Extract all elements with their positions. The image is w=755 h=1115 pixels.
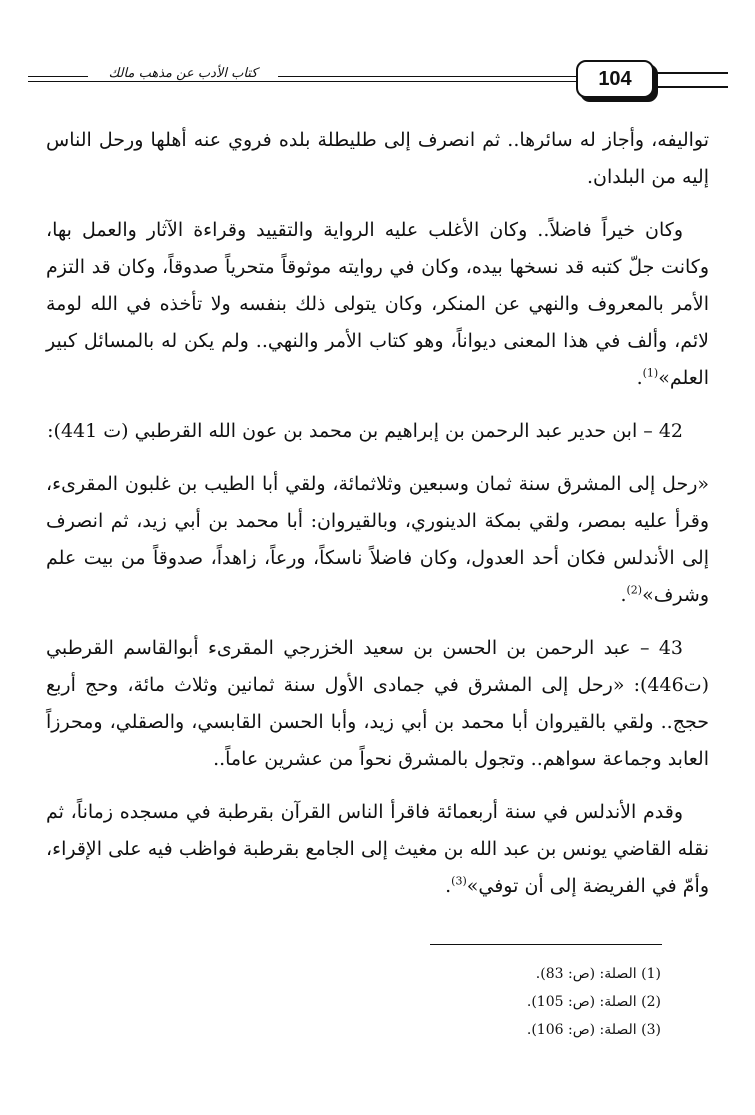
paragraph-6: وقدم الأندلس في سنة أربعمائة فاقرأ الناس القرآن بقرطبة في مسجده زماناً، ثم نقله القاضي يونس بن عبد الله بن مغيث إلى الجامع بقرطبة فواظب فيه على الإقراء، وأمّ في الفريضة إلى أن توفي»$^{(3)}$. <box>46 801 709 897</box>
paragraph-1 <box>46 122 709 196</box>
footnote-ref-3: (3) <box>451 874 467 888</box>
paragraph-2-text: وكان خيراً فاضلاً.. وكان الأغلب عليه الرواية والتقييد وقراءة الآثار والعمل بها، وكانت جلّ كتبه قد نسخها بيده، وكان في روايته موثوقاً متحرياً صدوقاً، وكان قد التزم الأمر بالمعروف والنهي عن المنكر، وكان يتولى ذلك بنفسه ولا تأخذه في الله لومة لائم، وألف في هذا المعنى ديواناً، وهو كتاب الأمر والنهي.. ولم يكن له بالمسائل كبير العلم» <box>46 219 709 389</box>
page-number: 104 <box>576 60 654 98</box>
entry-42-heading-text: 42 – ابن حدير عبد الرحمن بن إبراهيم بن محمد بن عون الله القرطبي (ت 441): <box>47 420 683 442</box>
footnote-ref-2: (2) <box>626 583 643 597</box>
paragraph-2: وكان خيراً فاضلاً.. وكان الأغلب عليه الرواية والتقييد وقراءة الآثار والعمل بها، وكانت جلّ كتبه قد نسخها بيده، وكان في روايته موثوقاً متحرياً صدوقاً، وكان قد التزم الأمر بالمعروف والنهي عن المنكر، وكان يتولى ذلك بنفسه ولا تأخذه في الله لومة لائم، وألف في هذا المعنى ديواناً، وهو كتاب الأمر والنهي.. ولم يكن له بالمسائل كبير العلم»$^{(1)}$. <box>46 219 709 389</box>
footnote-2: (2) الصلة: (ص: 105). <box>526 994 661 1010</box>
running-title: كتاب الأدب عن مذهب مالك <box>88 66 278 81</box>
header-rule-double <box>28 81 598 82</box>
paragraph-1-text: تواليفه، وأجاز له سائرها.. ثم انصرف إلى طليطلة بلده فروي عنه أهلها ورحل الناس إليه من البلدان. <box>46 129 709 188</box>
page-header <box>28 58 728 108</box>
footnote-ref-1: (1) <box>642 366 659 380</box>
footnotes <box>46 960 661 1044</box>
paragraph-4: «رحل إلى المشرق سنة ثمان وسبعين وثلاثمائة، ولقي أبا الطيب بن غلبون المقرىء، وقرأ عليه بمصر، ولقي بمكة الدينوري، وبالقيروان: أبا محمد بن أبي زيد، ثم انصرف إلى الأندلس فكان أحد العدول، وكان فاضلاً ناسكاً، ورعاً، زاهداً، صدوقاً من بيت علم وشرف»$^{(2)}$. <box>46 473 709 606</box>
entry-43-text: 43 – عبد الرحمن بن الحسن بن سعيد الخزرجي المقرىء أبوالقاسم القرطبي (ت446): «رحل إلى المشرق في جمادى الأول سنة ثمانين وثلاث مائة، وحج أربع حجج.. ولقي بالقيروان أبا محمد بن أبي زيد، وأبا الحسن القابسي، والصقلي، ومحرزاً العابد وجماعة سواهم.. وتجول بالمشرق نحواً من عشرين عاماً.. <box>46 637 709 770</box>
footnote-1: (1) الصلة: (ص: 83). <box>535 966 661 982</box>
body-text <box>46 122 709 921</box>
paragraph-6-text: وقدم الأندلس في سنة أربعمائة فاقرأ الناس القرآن بقرطبة في مسجده زماناً، ثم نقله القاضي يونس بن عبد الله بن مغيث إلى الجامع بقرطبة فواظب فيه على الإقراء، وأمّ في الفريضة إلى أن توفي» <box>46 801 709 897</box>
paragraph-4-text: «رحل إلى المشرق سنة ثمان وسبعين وثلاثمائة، ولقي أبا الطيب بن غلبون المقرىء، وقرأ عليه بمصر، ولقي بمكة الدينوري، وبالقيروان: أبا محمد بن أبي زيد، ثم انصرف إلى الأندلس فكان أحد العدول، وكان فاضلاً ناسكاً، ورعاً، زاهداً، صدوقاً من بيت علم وشرف» <box>46 473 709 606</box>
entry-43 <box>46 630 709 778</box>
entry-42-heading <box>46 413 709 450</box>
header-rule-right <box>654 72 728 88</box>
footnote-3: (3) الصلة: (ص: 106). <box>526 1022 661 1038</box>
footnote-separator <box>430 944 662 945</box>
